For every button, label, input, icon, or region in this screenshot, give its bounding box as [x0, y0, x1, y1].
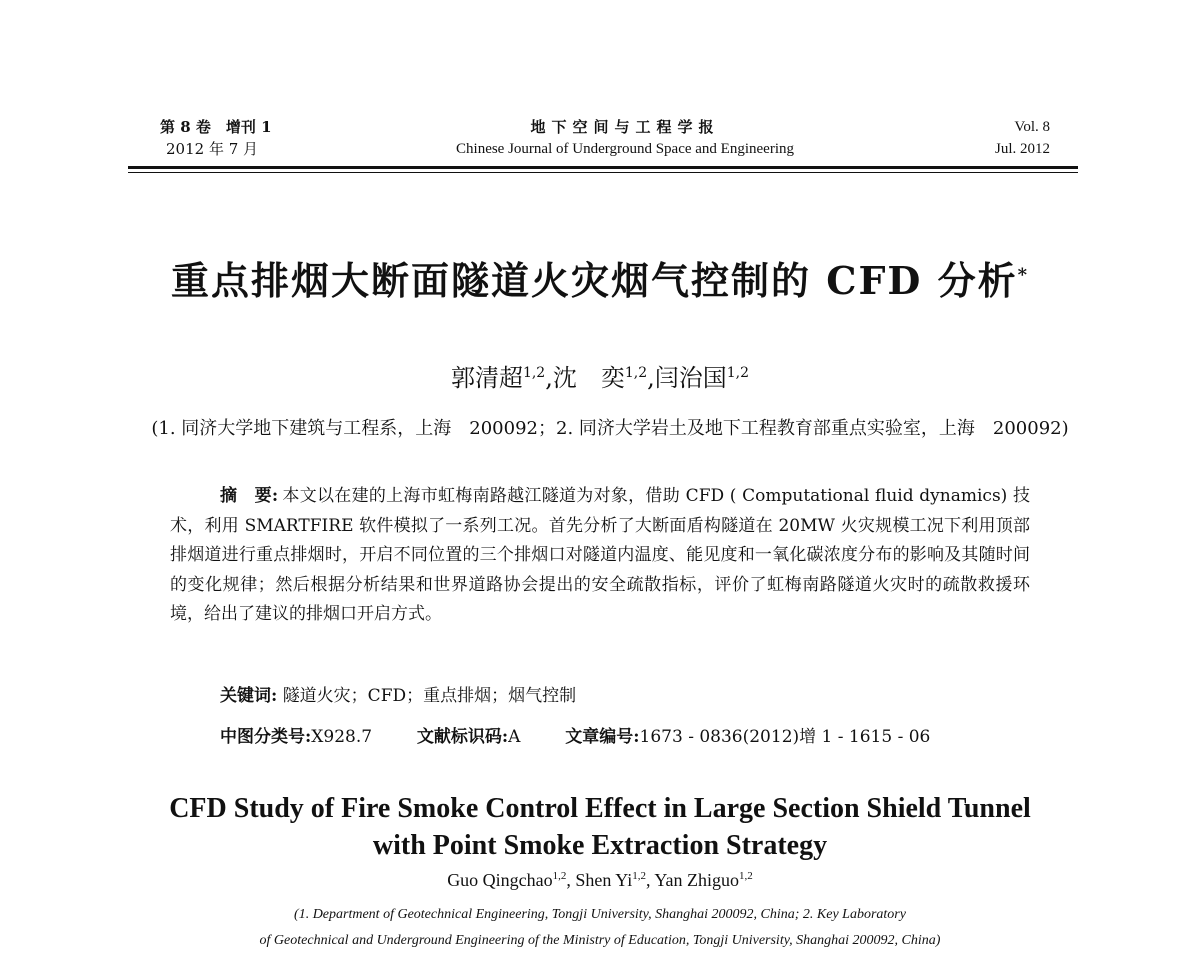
affiliation-cn: (1. 同济大学地下建筑与工程系，上海 200092；2. 同济大学岩土及地下工程教育部重点实验室，上海 200092) — [151, 418, 1069, 439]
authors-cn: 郭清超$^{1,2}$,沈 奕$^{1,2}$,闫治国$^{1,2}$ — [450, 364, 750, 392]
paper-title-en — [0, 790, 1200, 864]
abstract-label: 摘 要: — [220, 486, 279, 506]
abstract-text: 本文以在建的上海市虹梅南路越江隧道为对象，借助 CFD ( Computational fluid dynamics) 技术，利用 SMARTFIRE 软件模拟了一系列工况。首先分析了大断面盾构隧道在 20MW 火灾规模工况下利用顶部排烟道进行重点排烟时，开启不同位置的三个排烟口对隧道内温度、能见度和一氧化碳浓度分布的影响及其随时间的变化规律；然后根据分析结果和世界道路协会提出的安全疏散指标，评价了虹梅南路隧道火灾时的疏散救援环境，给出了建议的排烟口开启方式。 — [170, 486, 1030, 624]
header-date-cn: 2012 年 7 月 — [166, 140, 259, 158]
keywords-cn — [220, 681, 576, 706]
paper-title-en-line2: with Point Smoke Extraction Strategy — [372, 830, 828, 861]
author-cn-name: 闫治国 — [654, 364, 727, 392]
paper-title-cn-text: 重点排烟大断面隧道火灾烟气控制的 CFD 分析 — [170, 258, 1018, 303]
header-rule-thin — [128, 172, 1078, 173]
journal-name-cn: 地下空间与工程学报 — [530, 118, 720, 136]
author-en-name: Guo Qingchao — [447, 870, 553, 890]
author-cn-affil: 1,2 — [522, 365, 546, 381]
author-en-affil: 1,2 — [632, 870, 647, 882]
affiliation-en-line1: (1. Department of Geotechnical Engineering, Tongji University, Shanghai 200092, China; 2. Key Laboratory — [294, 907, 906, 922]
keywords-label: 关键词: — [220, 686, 278, 706]
paper-title-cn — [0, 250, 1200, 305]
header-vol-en-block — [980, 116, 1050, 160]
header-rule-thick — [128, 166, 1078, 169]
header-vol-en: Vol. 8 — [1014, 119, 1050, 135]
clc-value: X928.7 — [311, 727, 373, 747]
affiliation-en — [0, 902, 1200, 954]
author-en-affil: 1,2 — [739, 870, 753, 882]
classification-line — [220, 722, 930, 747]
header-date-en: Jul. 2012 — [994, 141, 1050, 157]
author-en-name: Yan Zhiguo — [654, 870, 740, 890]
header-volume-block — [160, 116, 272, 160]
keywords-text: 隧道火灾；CFD；重点排烟；烟气控制 — [282, 686, 577, 706]
title-footnote-mark: * — [1017, 264, 1030, 286]
author-cn-name: 郭清超 — [450, 364, 523, 392]
header-journal-block — [380, 116, 870, 160]
author-en-affil: 1,2 — [552, 870, 567, 882]
doc-code-label: 文献标识码: — [416, 727, 509, 747]
clc-label: 中图分类号: — [220, 727, 312, 747]
author-en-name: Shen Yi — [575, 870, 633, 890]
header-volume: 第 8 卷 增刊 1 — [160, 118, 272, 136]
affiliation-en-line2: of Geotechnical and Underground Engineering of the Ministry of Education, Tongji University, Shanghai 200092, China) — [259, 933, 941, 948]
author-cn-affil: 1,2 — [624, 365, 648, 381]
author-cn-name: 沈 奕 — [552, 364, 625, 392]
abstract-cn — [170, 482, 1030, 630]
journal-name-en: Chinese Journal of Underground Space and Engineering — [456, 141, 794, 157]
paper-title-en-line1: CFD Study of Fire Smoke Control Effect in Large Section Shield Tunnel — [169, 793, 1031, 824]
authors-en: Guo Qingchao$^{1,2}$, Shen Yi$^{1,2}$, Yan Zhiguo$^{1,2}$ — [447, 870, 753, 890]
author-cn-affil: 1,2 — [726, 365, 750, 381]
doc-code-value: A — [508, 727, 521, 747]
article-no-value: 1673 - 0836(2012)增 1 - 1615 - 06 — [639, 727, 931, 747]
article-no-label: 文章编号: — [565, 727, 640, 747]
